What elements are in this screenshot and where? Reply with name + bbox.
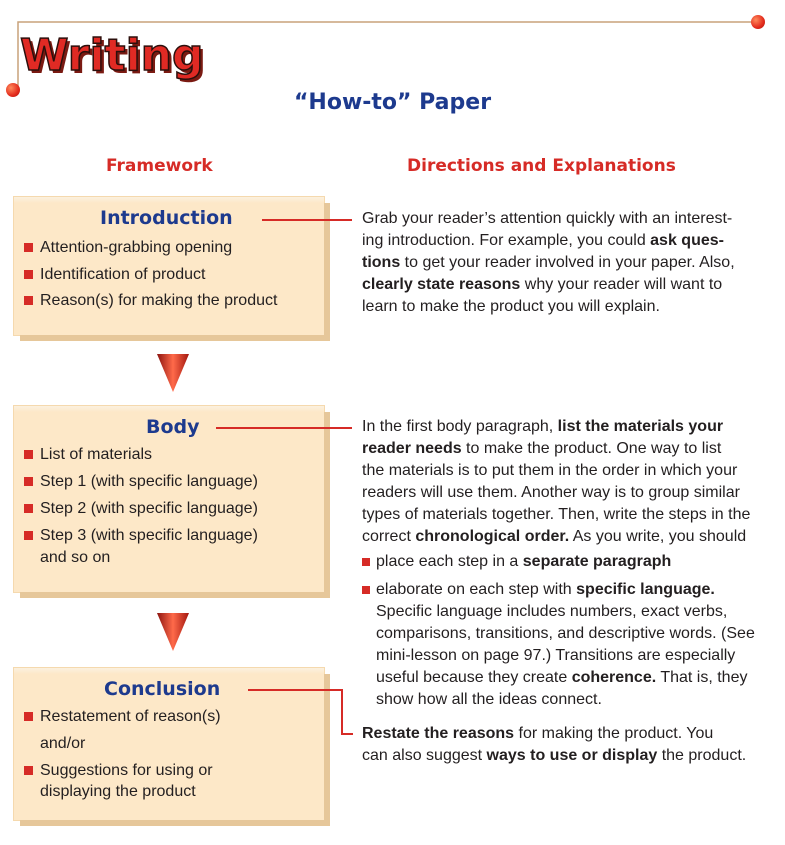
conclusion-directions: Restate the reasons for making the product. You can also suggest ways to use or display the product.: [362, 725, 747, 764]
body-title: Body: [146, 416, 200, 438]
body-item: Step 1 (with specific language): [40, 471, 258, 493]
conclusion-leader-line: [248, 689, 342, 691]
section-label: Writing: [20, 30, 204, 81]
conclusion-box: [14, 668, 324, 820]
body-item: Step 2 (with specific language): [40, 498, 258, 520]
conclusion-item: Restatement of reason(s): [40, 706, 221, 728]
intro-leader-line: [262, 219, 352, 221]
body-item-continued: and so on: [40, 549, 111, 566]
body-item: List of materials: [40, 444, 152, 466]
down-arrow-icon: [153, 611, 193, 655]
down-arrow-icon: [153, 352, 193, 396]
body-box: [14, 406, 324, 592]
introduction-title: Introduction: [100, 207, 233, 229]
body-leader-line: [216, 427, 352, 429]
page-title: “How-to” Paper: [293, 90, 492, 115]
introduction-box: [14, 197, 324, 335]
conclusion-leader-vertical: [341, 689, 343, 734]
body-directions-bullet: elaborate on each step with specific language. Specific language includes numbers, exact verbs, comparisons, transitions, and descriptive words. (See mini-lesson on page 97.) Transitions are especially useful because they create coherence. That is, they show how all the ideas connect.: [376, 579, 766, 711]
body-item: Step 3 (with specific language): [40, 525, 258, 547]
frame-dot-right: [751, 15, 765, 29]
directions-heading: Directions and Explanations: [407, 156, 676, 176]
framework-heading: Framework: [106, 156, 213, 176]
conclusion-leader-line: [341, 733, 353, 735]
conclusion-item-continued: displaying the product: [40, 783, 196, 800]
conclusion-item-continued: and/or: [40, 735, 86, 752]
intro-item: Reason(s) for making the product: [40, 290, 277, 312]
body-directions: In the first body paragraph, list the materials your reader needs to make the product. One way to list the materials is to put them in the order in which your readers will use them. Another way is to group similar types of materials together. Then, write the steps in the correct chronological order. As you write, you should: [362, 418, 751, 545]
intro-item: Attention-grabbing opening: [40, 237, 232, 259]
conclusion-title: Conclusion: [104, 678, 221, 700]
body-directions-bullet: place each step in a separate paragraph: [376, 551, 766, 573]
intro-directions: Grab your reader’s attention quickly with an interest- ing introduction. For example, you could ask ques- tions to get your reader involved in your paper. Also, clearly state reasons why your reader will want to learn to make the product you will explain.: [362, 210, 735, 315]
conclusion-item: Suggestions for using or: [40, 760, 213, 782]
intro-item: Identification of product: [40, 264, 205, 286]
